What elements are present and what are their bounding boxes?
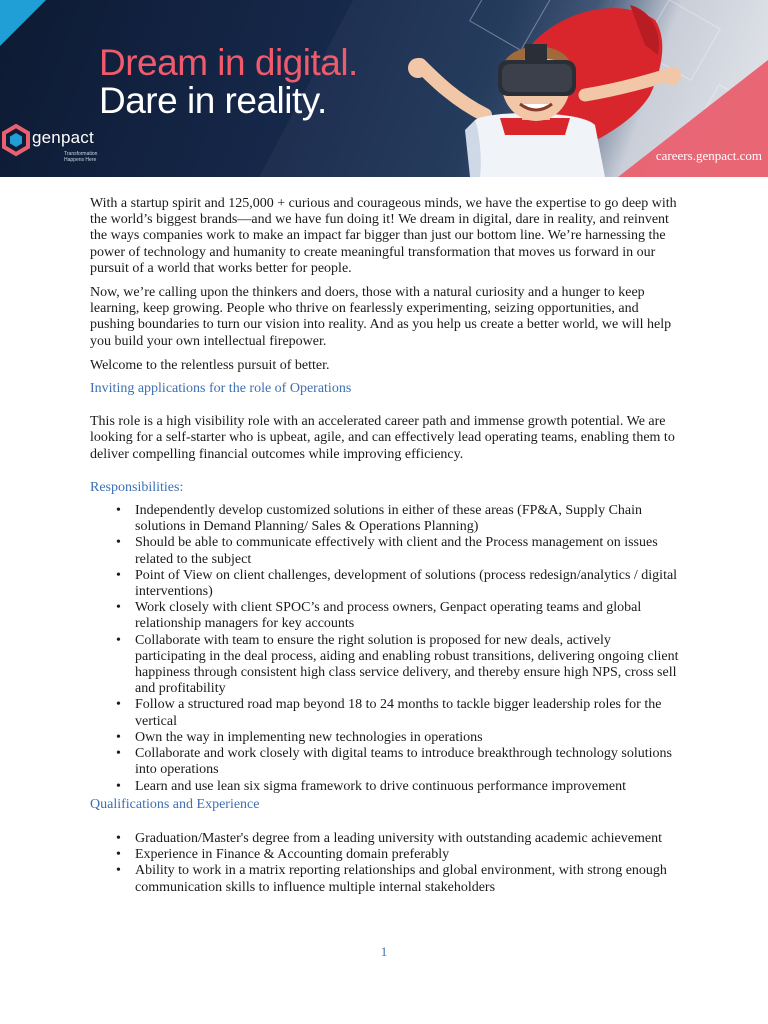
responsibilities-list: [116, 503, 680, 795]
list-item: • Graduation/Master's degree from a leading university with outstanding academic achievement: [116, 830, 662, 846]
careers-url[interactable]: careers.genpact.com: [655, 148, 762, 163]
bullet-icon: •: [116, 863, 121, 879]
list-item: • Follow a structured road map beyond 18 to 24 months to tackle bigger leadership roles for the vertical: [116, 697, 662, 729]
list-item: • Ability to work in a matrix reporting relationships and global environment, with strong enough communication skills to influence multiple internal stakeholders: [116, 863, 667, 895]
bullet-icon: •: [116, 778, 121, 794]
bullet-icon: •: [116, 847, 121, 863]
list-item: • Learn and use lean six sigma framework to drive continuous performance improvement: [116, 778, 627, 794]
bullet-icon: •: [116, 729, 121, 745]
bullet-icon: •: [116, 503, 121, 519]
list-item: • Independently develop customized solutions in either of these areas (FP&A, Supply Chain solutions in Demand Planning/ Sales & Operations Planning): [116, 503, 643, 535]
job-description: [90, 196, 680, 896]
qualifications-list: [116, 831, 680, 896]
list-item: • Point of View on client challenges, development of solutions (process redesign/analytics / digital interventions): [116, 567, 678, 600]
banner-corner-accent: [0, 0, 46, 46]
welcome-paragraph: Welcome to the relentless pursuit of better.: [90, 357, 330, 373]
list-item: • Own the way in implementing new technologies in operations: [116, 729, 483, 745]
list-item: • Work closely with client SPOC’s and process owners, Genpact operating teams and global relationship managers for key accounts: [116, 600, 642, 632]
inviting-heading: Inviting applications for the role of Operations: [90, 381, 352, 397]
header-banner: [0, 0, 768, 177]
intro-paragraph: With a startup spirit and 125,000 + curious and courageous minds, we have the expertise to go deep with the world’s biggest brands—and we have fun doing it! We dream in digital, dare in reality, and reinvent the ways companies work to make an impact far bigger than just our bottom line. We’re harnessing the power of technology and humanity to create meaningful transformation that moves us forward in our pursuit of a world that works better for people.: [90, 196, 677, 276]
bullet-icon: •: [116, 632, 121, 648]
bullet-icon: •: [116, 600, 121, 616]
genpact-logo-icon: [2, 124, 30, 160]
calling-paragraph: Now, we’re calling upon the thinkers and doers, those with a natural curiosity and a hunger to keep learning, keep growing. People who thrive on fearlessly experimenting, seizing opportunities, and pushing boundaries to turn our vision into reality. And as you help us create a better world, we will help you build your own intellectual firepower.: [90, 285, 672, 349]
logo-tagline: Transformation Happens Here: [64, 151, 98, 163]
page-number: 1: [380, 944, 388, 959]
logo-wordmark: genpact: [32, 128, 94, 147]
headline-dream: Dream in digital.: [99, 42, 358, 83]
bullet-icon: •: [116, 746, 121, 762]
bullet-icon: •: [116, 697, 121, 713]
list-item: • Collaborate and work closely with digital teams to introduce breakthrough technology solutions into operations: [116, 746, 672, 778]
list-item: • Should be able to communicate effectively with client and the Process management on issues related to the subject: [116, 535, 658, 567]
bullet-icon: •: [116, 535, 121, 551]
bullet-icon: •: [116, 830, 121, 846]
bullet-icon: •: [116, 567, 121, 583]
qualifications-heading: Qualifications and Experience: [90, 796, 260, 812]
genpact-logo: [2, 124, 112, 164]
headline-dare: Dare in reality.: [99, 80, 327, 121]
list-item: • Experience in Finance & Accounting domain preferably: [116, 847, 450, 863]
list-item: • Collaborate with team to ensure the right solution is proposed for new deals, actively participating in the deal process, aiding and enabling robust transitions, delivering ongoing client happiness through consistent high class service delivery, and thereby ensure high NPS, cross sell and profitability: [116, 632, 679, 697]
role-description: This role is a high visibility role with an accelerated career path and immense growth potential. We are looking for a self-starter who is upbeat, agile, and can effectively lead operating teams, enabling them to deliver compelling financial outcomes while improving efficiency.: [90, 414, 675, 462]
responsibilities-heading: Responsibilities:: [90, 479, 184, 495]
